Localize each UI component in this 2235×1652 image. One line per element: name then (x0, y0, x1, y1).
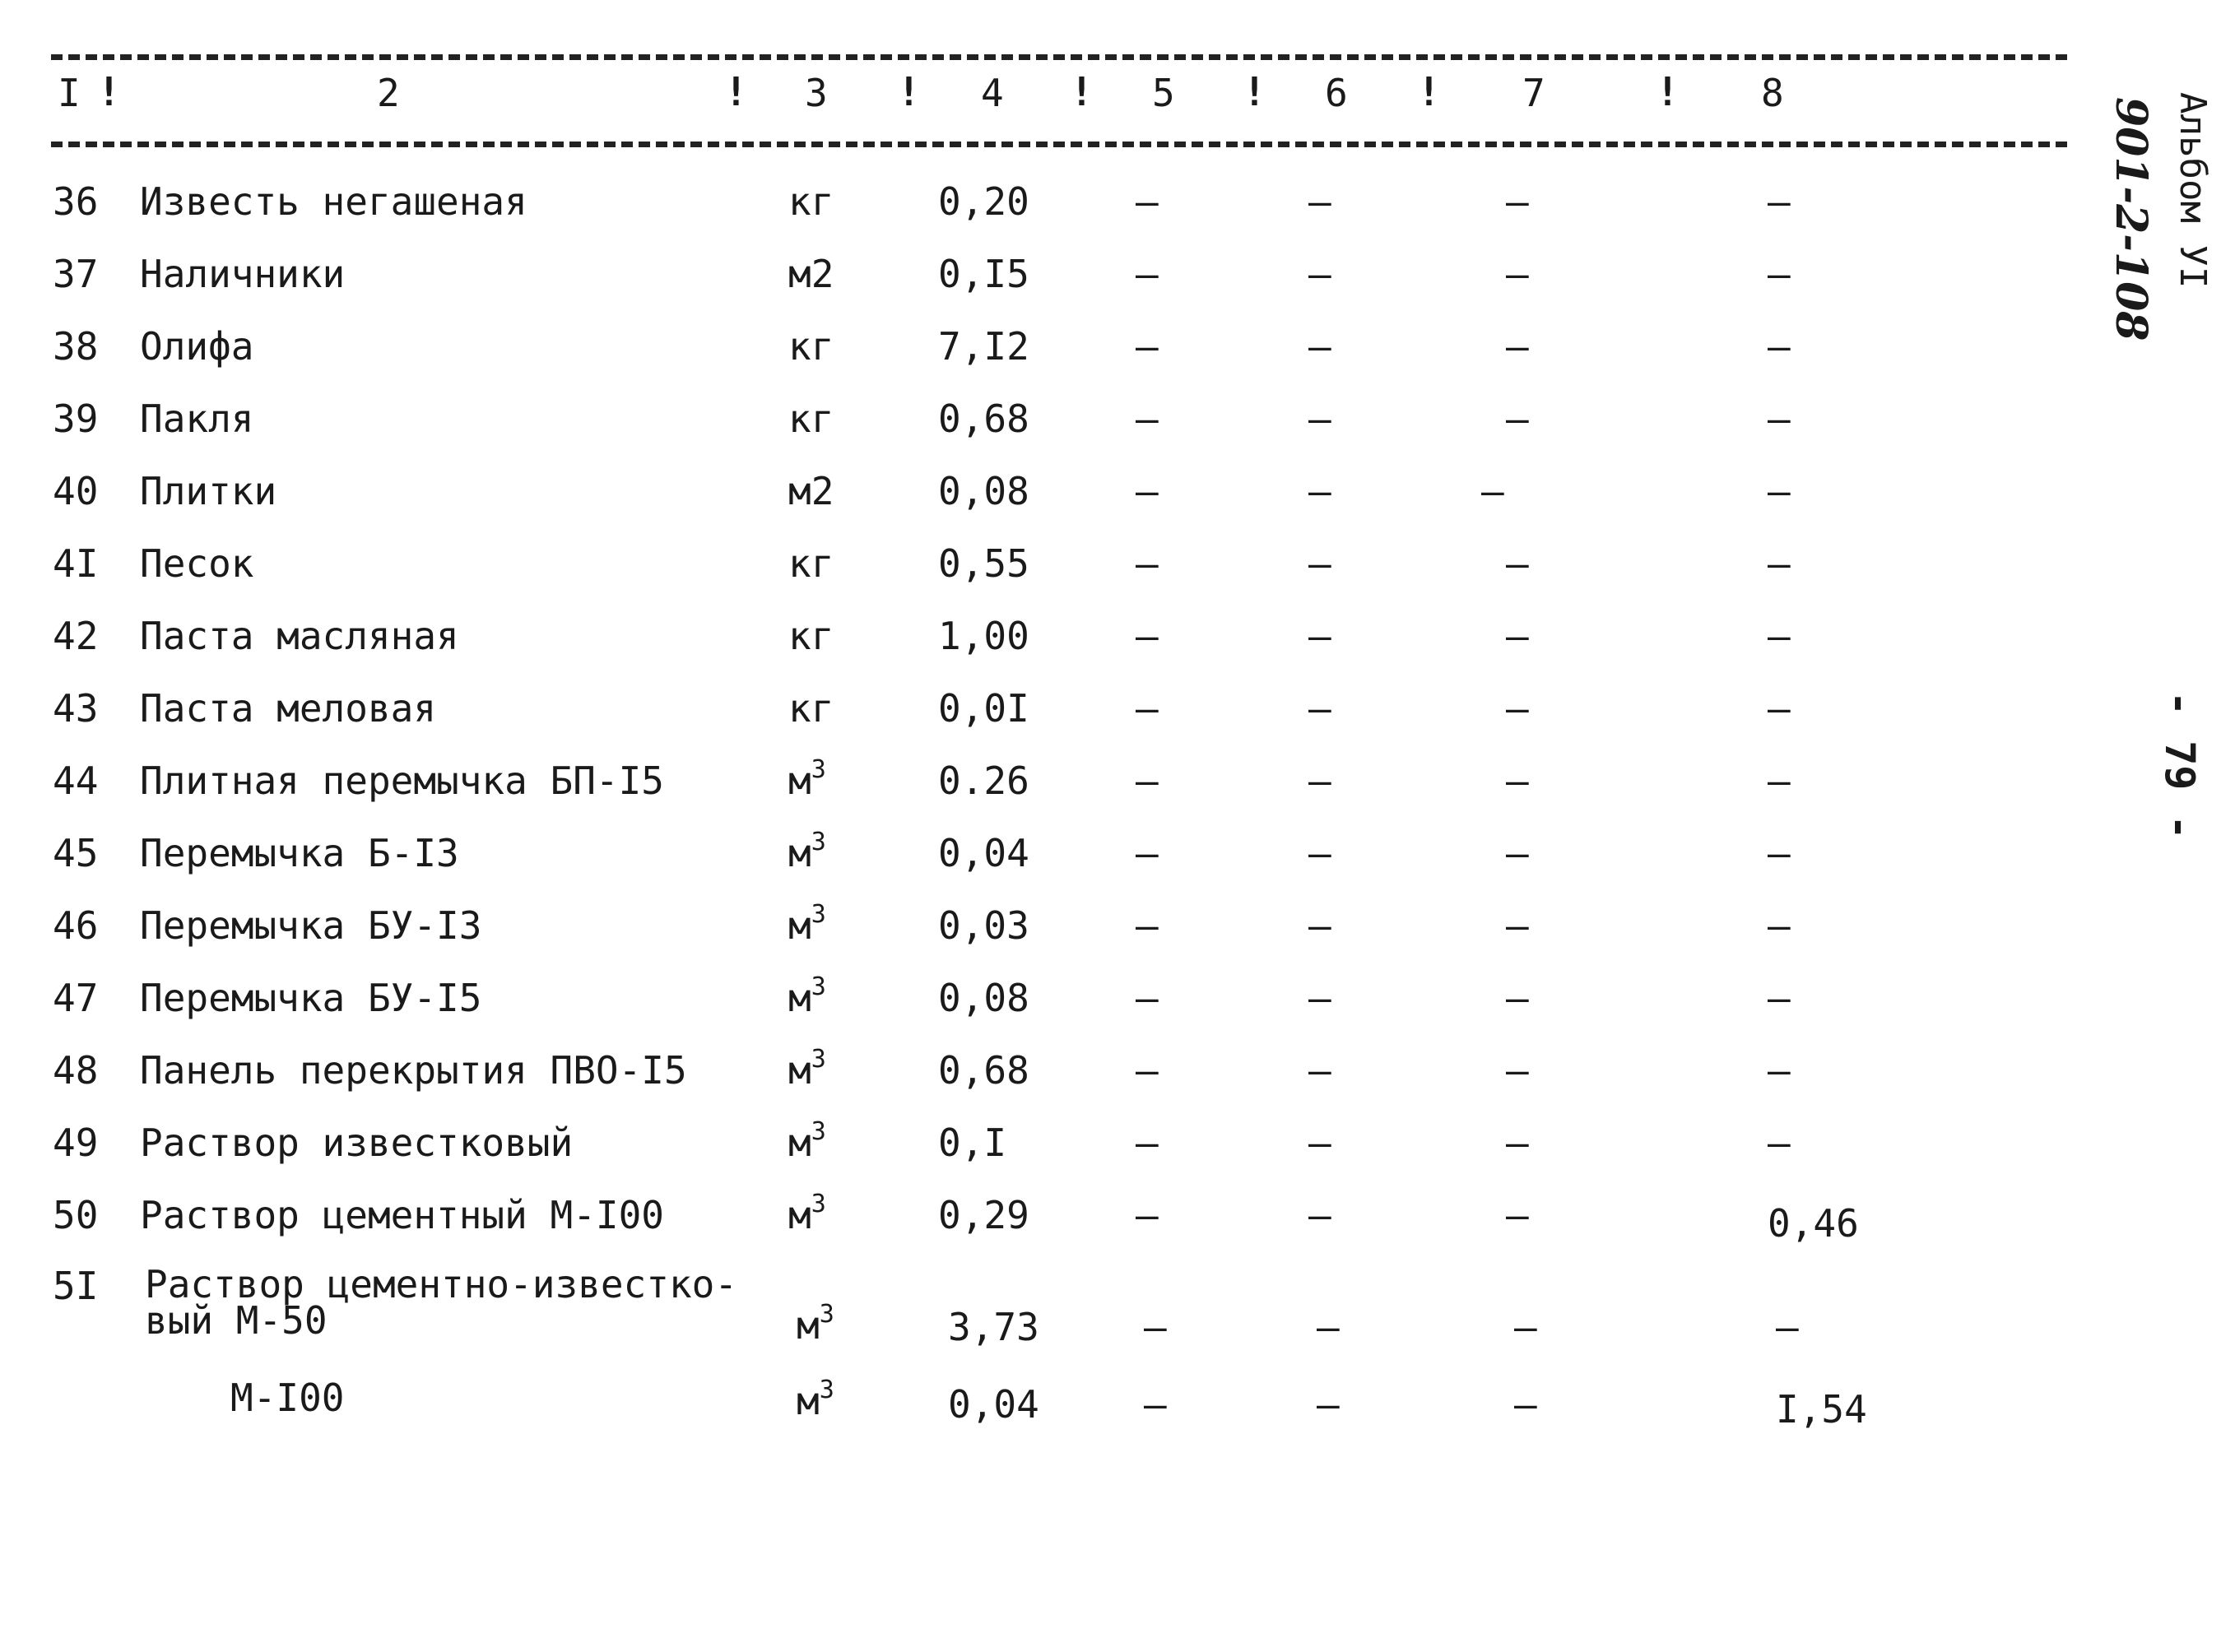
value-col6: – (1308, 1121, 1331, 1165)
material-name: Раствор цементный М-I00 (140, 1193, 664, 1237)
material-name: Паста меловая (140, 686, 437, 731)
value-col8: – (1768, 759, 1791, 803)
value-col4: 0,0I (938, 686, 1029, 731)
unit-base: м (788, 976, 811, 1020)
row-number: 5I (53, 1264, 99, 1308)
value-col6: – (1308, 179, 1331, 224)
value-col5: – (1136, 1121, 1159, 1165)
unit (797, 1376, 834, 1423)
unit: кг (788, 614, 834, 658)
value-col4: 0,68 (938, 397, 1029, 441)
header-sep: ! (1417, 69, 1441, 115)
value-col7: – (1506, 831, 1529, 875)
value-col7: – (1506, 759, 1529, 803)
material-name-line1: Раствор цементно-известко- (145, 1262, 738, 1306)
value-col4: 0.26 (938, 759, 1029, 803)
material-name: Раствор известковый (140, 1121, 574, 1165)
value-col6: – (1308, 252, 1331, 296)
value-col8: – (1768, 831, 1791, 875)
unit-exponent: 3 (811, 900, 826, 929)
unit: кг (788, 324, 834, 369)
value-col8: – (1768, 469, 1791, 513)
unit (788, 1190, 826, 1237)
header-sep: ! (1070, 69, 1094, 115)
value-col8: – (1768, 1048, 1791, 1093)
header-col-7: 7 (1522, 71, 1545, 115)
row-number: 40 (53, 469, 99, 513)
value-col7: – (1506, 541, 1529, 586)
value-col8: – (1768, 397, 1791, 441)
material-name: Панель перекрытия ПВО-I5 (140, 1048, 687, 1093)
unit-exponent: 3 (819, 1300, 834, 1329)
value-col6: – (1308, 759, 1331, 803)
value-col7: – (1506, 252, 1529, 296)
album-label: Альбом УI (2172, 92, 2214, 289)
page-number: - 79 - (2156, 691, 2204, 840)
value-col5: – (1136, 1193, 1159, 1237)
value-col6: – (1308, 614, 1331, 658)
unit (788, 972, 826, 1020)
value-col8: – (1768, 903, 1791, 948)
value-col7: – (1506, 614, 1529, 658)
header-col-2: 2 (377, 71, 400, 115)
value-col7: – (1506, 903, 1529, 948)
unit-base: м (788, 759, 811, 803)
unit (788, 828, 826, 875)
material-name: Плитки (140, 469, 277, 513)
unit-exponent: 3 (811, 1045, 826, 1074)
header-top-rule (51, 54, 2067, 60)
value-col8: – (1768, 1121, 1791, 1165)
value-col4: 7,I2 (938, 324, 1029, 369)
value-col5: – (1136, 252, 1159, 296)
project-code: 901-2-108 (2106, 97, 2156, 341)
value-col5: – (1144, 1305, 1167, 1349)
value-col6: – (1317, 1305, 1340, 1349)
value-col7: – (1506, 686, 1529, 731)
unit (788, 900, 826, 948)
material-name: Перемычка БУ-I5 (140, 976, 482, 1020)
value-col7: – (1514, 1305, 1537, 1349)
row-number: 50 (53, 1193, 99, 1237)
value-col6: – (1308, 686, 1331, 731)
material-name-line2: вый М-50 (145, 1298, 328, 1343)
value-col5: – (1136, 1048, 1159, 1093)
material-name: Пакля (140, 397, 254, 441)
header-sep: ! (724, 69, 748, 115)
value-col4: 0,08 (938, 976, 1029, 1020)
unit-base: м (788, 903, 811, 948)
header-sep: ! (897, 69, 921, 115)
row-number: 45 (53, 831, 99, 875)
header-col-1: I (58, 71, 81, 115)
unit-base: м (788, 1121, 811, 1165)
value-col7: – (1506, 1048, 1529, 1093)
material-name: Перемычка Б-I3 (140, 831, 459, 875)
unit-base: м (788, 831, 811, 875)
value-col4: 1,00 (938, 614, 1029, 658)
value-col4: 0,20 (938, 179, 1029, 224)
value-col7: – (1514, 1382, 1537, 1427)
value-col5: – (1136, 541, 1159, 586)
value-col4: 0,68 (938, 1048, 1029, 1093)
value-col6: – (1308, 1048, 1331, 1093)
value-col7: – (1506, 397, 1529, 441)
value-col5: – (1136, 759, 1159, 803)
row-number: 4I (53, 541, 99, 586)
row-number: 49 (53, 1121, 99, 1165)
row-number: 44 (53, 759, 99, 803)
header-sep: ! (1243, 69, 1266, 115)
value-col4: 0,04 (938, 831, 1029, 875)
value-col8: 0,46 (1768, 1201, 1859, 1246)
value-col5: – (1136, 324, 1159, 369)
value-col6: – (1317, 1382, 1340, 1427)
header-sep: ! (1656, 69, 1680, 115)
value-col8: – (1768, 976, 1791, 1020)
material-name: М-I00 (230, 1376, 345, 1420)
row-number: 48 (53, 1048, 99, 1093)
header-col-5: 5 (1152, 71, 1175, 115)
unit-base: м (797, 1379, 820, 1423)
value-col7: – (1506, 324, 1529, 369)
material-name: Перемычка БУ-I3 (140, 903, 482, 948)
value-col7: – (1506, 179, 1529, 224)
row-number: 43 (53, 686, 99, 731)
unit (788, 1117, 826, 1165)
unit-base: м (788, 1193, 811, 1237)
row-number: 37 (53, 252, 99, 296)
value-col6: – (1308, 831, 1331, 875)
header-bottom-rule (51, 142, 2067, 147)
value-col4: 0,29 (938, 1193, 1029, 1237)
value-col7: – (1506, 976, 1529, 1020)
header-col-6: 6 (1325, 71, 1348, 115)
unit-exponent: 3 (819, 1376, 834, 1404)
unit-exponent: 3 (811, 755, 826, 784)
value-col5: – (1136, 686, 1159, 731)
material-name: Паста масляная (140, 614, 459, 658)
value-col5: – (1136, 976, 1159, 1020)
value-col7: – (1506, 1121, 1529, 1165)
value-col6: – (1308, 469, 1331, 513)
row-number: 42 (53, 614, 99, 658)
value-col4: 0,I (938, 1121, 1007, 1165)
value-col8: I,54 (1776, 1387, 1867, 1432)
value-col8: – (1768, 614, 1791, 658)
row-number: 39 (53, 397, 99, 441)
header-col-8: 8 (1761, 71, 1784, 115)
unit (788, 1045, 826, 1093)
material-name: Олифа (140, 324, 254, 369)
value-col4: 0,04 (948, 1382, 1039, 1427)
unit: м2 (788, 252, 834, 296)
value-col8: – (1768, 541, 1791, 586)
value-col5: – (1136, 397, 1159, 441)
value-col6: – (1308, 397, 1331, 441)
value-col4: 0,03 (938, 903, 1029, 948)
header-sep: ! (97, 69, 121, 115)
unit: кг (788, 686, 834, 731)
value-col4: 3,73 (948, 1305, 1039, 1349)
unit-exponent: 3 (811, 1190, 826, 1218)
unit-exponent: 3 (811, 972, 826, 1001)
material-name: Наличники (140, 252, 346, 296)
value-col6: – (1308, 324, 1331, 369)
value-col8: – (1768, 179, 1791, 224)
value-col6: – (1308, 541, 1331, 586)
value-col7: – (1506, 1193, 1529, 1237)
header-col-4: 4 (981, 71, 1004, 115)
row-number: 46 (53, 903, 99, 948)
value-col4: 0,08 (938, 469, 1029, 513)
row-number: 47 (53, 976, 99, 1020)
value-col8: – (1776, 1305, 1799, 1349)
value-col5: – (1136, 469, 1159, 513)
unit-exponent: 3 (811, 828, 826, 856)
material-name: Известь негашеная (140, 179, 527, 224)
value-col5: – (1136, 903, 1159, 948)
value-col6: – (1308, 903, 1331, 948)
unit: кг (788, 179, 834, 224)
value-col7: – (1481, 469, 1504, 513)
unit: кг (788, 541, 834, 586)
row-number: 38 (53, 324, 99, 369)
unit-base: м (788, 1048, 811, 1093)
unit: кг (788, 397, 834, 441)
value-col6: – (1308, 1193, 1331, 1237)
unit (797, 1300, 834, 1348)
value-col4: 0,55 (938, 541, 1029, 586)
value-col5: – (1136, 831, 1159, 875)
row-number: 36 (53, 179, 99, 224)
unit-base: м (797, 1303, 820, 1348)
header-col-3: 3 (805, 71, 828, 115)
value-col5: – (1144, 1382, 1167, 1427)
value-col8: – (1768, 324, 1791, 369)
value-col5: – (1136, 179, 1159, 224)
value-col6: – (1308, 976, 1331, 1020)
material-name: Плитная перемычка БП-I5 (140, 759, 664, 803)
value-col4: 0,I5 (938, 252, 1029, 296)
value-col8: – (1768, 686, 1791, 731)
unit-exponent: 3 (811, 1117, 826, 1146)
unit (788, 755, 826, 803)
value-col8: – (1768, 252, 1791, 296)
material-name: Песок (140, 541, 254, 586)
value-col5: – (1136, 614, 1159, 658)
unit: м2 (788, 469, 834, 513)
